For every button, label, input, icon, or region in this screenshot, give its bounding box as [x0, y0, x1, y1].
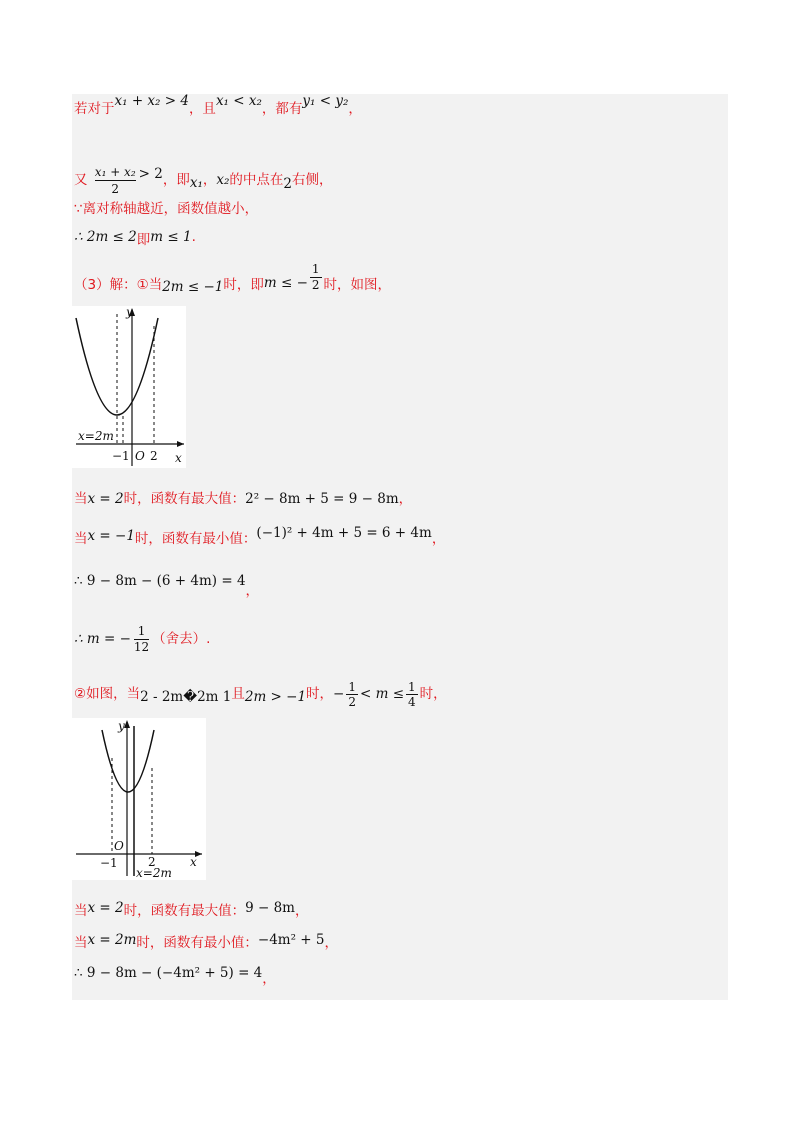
math: x₂ [216, 172, 230, 188]
math: −4m² + 5 [257, 932, 325, 948]
math: ∴ 2m ≤ 2 [74, 229, 137, 245]
parabola-curve [102, 730, 154, 792]
text: ， [202, 172, 217, 188]
line-4 [74, 228, 196, 246]
text: 时， [306, 686, 334, 702]
line-8 [74, 572, 260, 599]
line-11 [74, 902, 308, 920]
origin-label: O [114, 839, 124, 853]
text: 当 [74, 491, 88, 507]
text: 时，函数有最大值： [123, 903, 246, 919]
line-7 [74, 525, 446, 548]
fraction [134, 624, 149, 655]
text: ， [431, 531, 446, 547]
math: y₁ < y₂ [302, 93, 349, 109]
math: x₁ < x₂ [215, 93, 262, 109]
fraction-numerator: 1 [311, 262, 320, 276]
fraction-numerator: 1 [348, 680, 356, 694]
y-axis-label: y [126, 306, 133, 319]
tick-label-2: 2 [150, 449, 158, 463]
fraction-numerator: x₁ + x₂ [94, 165, 136, 179]
y-axis-label: y [118, 719, 125, 733]
math: 2 [283, 176, 292, 192]
text: ，且 [188, 101, 216, 117]
math: m ≤ 1 [150, 229, 192, 245]
math: x₁ [189, 175, 203, 191]
text: 当 [74, 531, 88, 547]
text: 即 [136, 232, 151, 248]
math: 2m > −1 [244, 689, 307, 705]
text: 时，即 [223, 277, 264, 293]
fraction [406, 680, 418, 709]
tick-label-neg1: −1 [112, 449, 130, 463]
fraction-numerator: 1 [134, 624, 149, 640]
line-2 [74, 164, 333, 197]
text: 当 [74, 935, 88, 951]
fraction-denominator: 12 [133, 640, 150, 654]
line-12 [74, 934, 338, 952]
math: x = 2 [87, 900, 124, 916]
tick-label-2: 2 [148, 855, 156, 869]
math: 9 − 8m [245, 900, 295, 916]
text: 若对于 [74, 101, 115, 117]
math: < m ≤ [360, 686, 405, 702]
line-9 [74, 624, 210, 655]
text: ， [348, 101, 362, 117]
text: 时， [419, 686, 447, 702]
line-1 [74, 93, 362, 118]
math: ∴ 9 − 8m − (6 + 4m) = 4 [74, 573, 246, 589]
math: x = −1 [87, 528, 135, 544]
text: ， [294, 903, 309, 919]
text: ，都有 [261, 101, 303, 117]
text: ， [245, 583, 260, 599]
text: . [191, 229, 196, 245]
text: 时，函数有最小值： [136, 935, 258, 951]
math: 2 - 2m�2m 1 [140, 689, 232, 705]
math: > 2 [138, 166, 163, 182]
math: 2² − 8m + 5 = 9 − 8m [245, 491, 399, 507]
text: ，即 [162, 172, 190, 188]
math: − [333, 686, 345, 702]
y-axis-arrow [124, 720, 130, 728]
fraction [310, 262, 322, 293]
text: （3）解：①当 [74, 277, 163, 293]
math: x = 2 [87, 491, 124, 507]
text: 的中点在 [229, 172, 284, 188]
line-3 [74, 200, 258, 218]
math: x₁ + x₂ > 4 [114, 93, 189, 109]
text: 时，函数有最大值： [123, 491, 246, 507]
fraction-denominator: 2 [311, 278, 320, 292]
text: 又 [74, 172, 88, 188]
parabola-figure-1 [72, 306, 186, 468]
fraction-denominator: 2 [111, 182, 120, 196]
text: 时，如图， [323, 277, 392, 293]
line-10 [74, 680, 447, 709]
fraction [95, 164, 136, 197]
line-6 [74, 490, 412, 508]
text: 当 [74, 903, 88, 919]
math: (−1)² + 4m + 5 = 6 + 4m [256, 525, 432, 541]
text: 右侧， [292, 172, 333, 188]
text: （舍去）. [152, 631, 211, 647]
fraction-denominator: 2 [348, 695, 356, 709]
fraction [346, 680, 358, 709]
line-5 [74, 262, 391, 293]
text: 时，函数有最小值： [134, 531, 257, 547]
text: ②如图，当 [74, 686, 141, 702]
tick-label-neg1: −1 [100, 856, 118, 870]
math: 2m ≤ −1 [162, 279, 224, 295]
symmetry-axis-label: x=2m [136, 866, 172, 880]
text: ， [324, 935, 339, 951]
parabola-figure-2 [72, 718, 206, 880]
math: ∴ 9 − 8m − (−4m² + 5) = 4 [74, 965, 263, 981]
math: x = 2m [87, 932, 137, 948]
text: ， [262, 971, 276, 987]
x-axis-arrow [177, 441, 184, 447]
x-axis-label: x [190, 855, 197, 869]
symmetry-axis-label: x=2m [78, 429, 114, 443]
x-axis-label: x [175, 451, 182, 465]
origin-label: O [135, 449, 145, 463]
fraction-numerator: 1 [408, 680, 416, 694]
text: ， [398, 491, 413, 507]
math: m ≤ − [263, 275, 308, 291]
fraction-denominator: 4 [408, 695, 416, 709]
text: ∵离对称轴越近，函数值越小， [74, 201, 259, 217]
math: ∴ m = − [74, 631, 131, 647]
line-13 [74, 964, 276, 987]
text: 且 [231, 686, 245, 702]
